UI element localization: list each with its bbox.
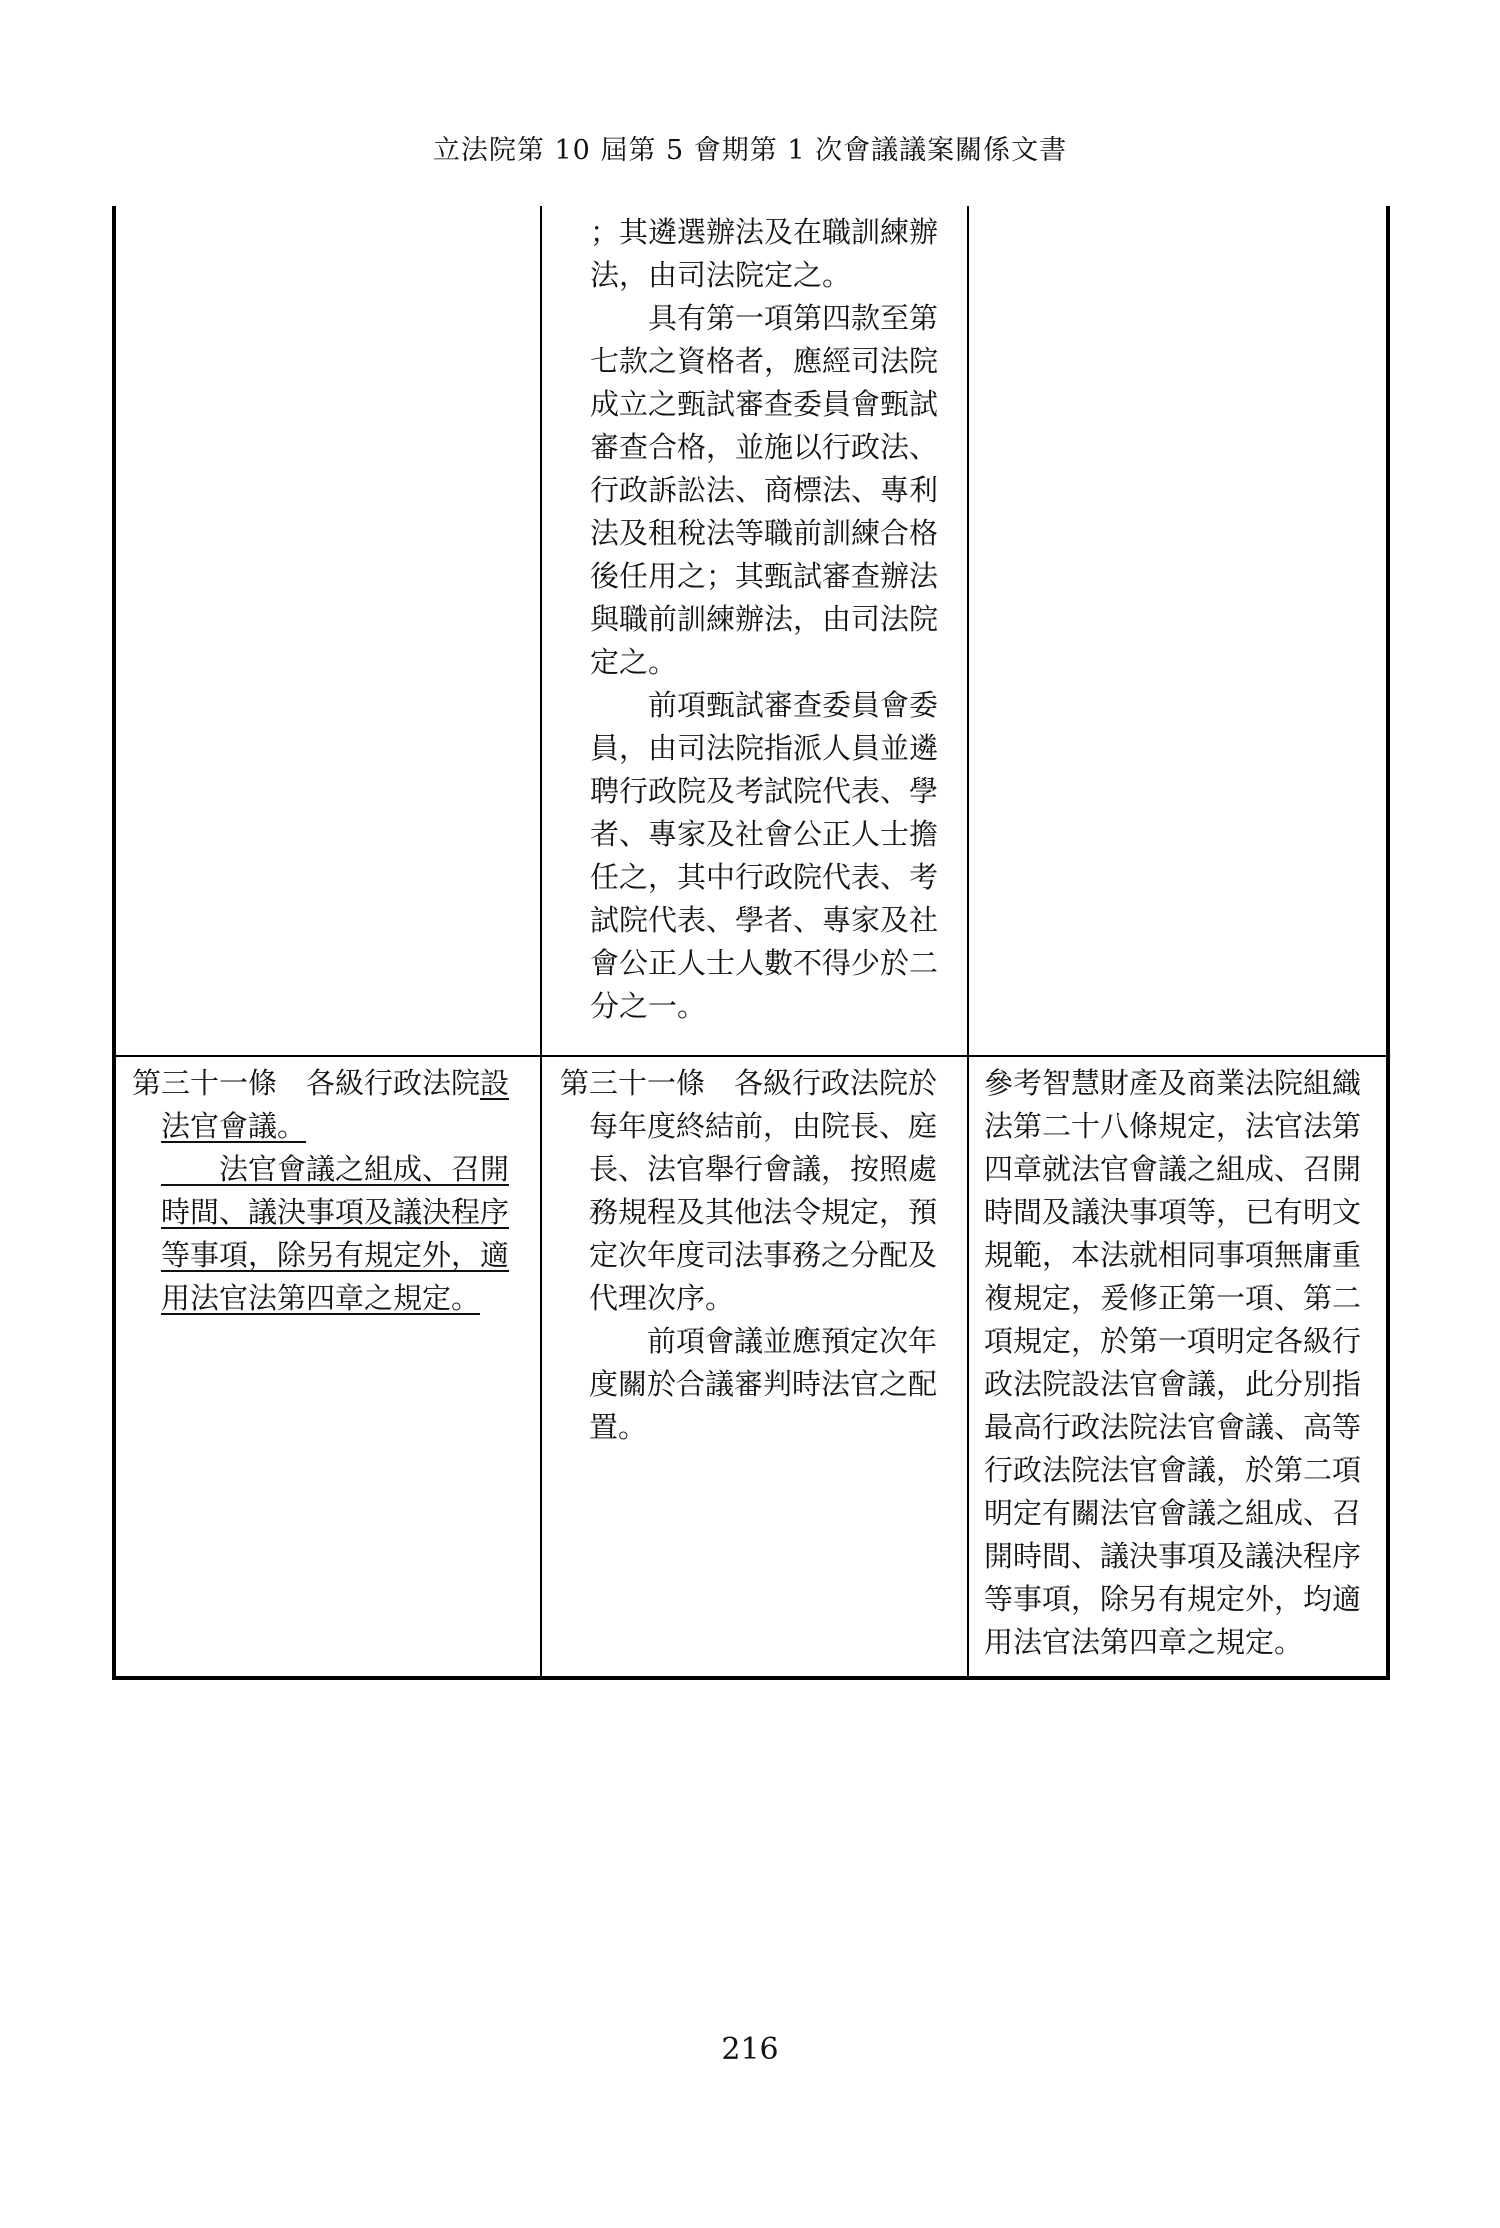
text-line: 等事項，除另有規定外，均適 [984, 1582, 1362, 1616]
page-number: 216 [721, 2032, 779, 2067]
text-line [132, 1277, 534, 1320]
text-line: 開時間、議決事項及議決程序 [984, 1539, 1362, 1573]
explanation-cell [984, 1062, 1384, 1664]
text-line: ；其遴選辦法及在職訓練辦 [590, 215, 939, 249]
text-line: 後任用之；其甄試審查辦法 [590, 559, 939, 593]
amended-text: 等事項，除另有規定外，適 [161, 1238, 510, 1272]
text-line: 具有第一項第四款至第 [590, 301, 939, 335]
text-line: 政法院設法官會議，此分別指 [984, 1367, 1362, 1401]
amended-text: 法官會議之組成、召開 [161, 1152, 510, 1186]
current-article-cell [560, 1062, 962, 1449]
text-line: 者、專家及社會公正人士擔 [590, 817, 939, 851]
amended-text: 時間、議決事項及議決程序 [161, 1195, 510, 1229]
text-line: 定次年度司法事務之分配及 [589, 1238, 938, 1272]
text-line: 法第二十八條規定，法官法第 [984, 1109, 1362, 1143]
text-line: 複規定，爰修正第一項、第二 [984, 1281, 1362, 1315]
amended-text: 法官會議。 [161, 1109, 307, 1143]
text-line: 參考智慧財產及商業法院組織 [984, 1066, 1362, 1100]
text-line: 分之一。 [590, 989, 707, 1023]
text-line: 前項會議並應預定次年 [589, 1324, 938, 1358]
text-line: 任之，其中行政院代表、考 [590, 860, 939, 894]
text-line: 長、法官舉行會議，按照處 [589, 1152, 938, 1186]
text-line: 七款之資格者，應經司法院 [590, 344, 939, 378]
text-line [132, 1148, 534, 1191]
text-line: 置。 [589, 1410, 648, 1444]
table-border-left [112, 206, 116, 1679]
text-line: 行政訴訟法、商標法、專利 [590, 473, 939, 507]
text-line: 行政法院法官會議，於第二項 [984, 1453, 1362, 1487]
text-line: 審查合格，並施以行政法、 [590, 430, 939, 464]
text-line: 明定有關法官會議之組成、召 [984, 1496, 1362, 1530]
text-line [132, 1105, 534, 1148]
continued-row-middle-cell [590, 211, 970, 1028]
column-divider-1 [540, 206, 542, 1679]
text-line: 時間及議決事項等，已有明文 [984, 1195, 1362, 1229]
text-line: 前項甄試審查委員會委 [590, 688, 939, 722]
text-line: 項規定，於第一項明定各級行 [984, 1324, 1362, 1358]
text-line: 成立之甄試審查委員會甄試 [590, 387, 939, 421]
text-line: 務規程及其他法令規定，預 [589, 1195, 938, 1229]
text-line: 規範，本法就相同事項無庸重 [984, 1238, 1362, 1272]
text-line: 聘行政院及考試院代表、學 [590, 774, 939, 808]
page-header: 立法院第 10 屆第 5 會期第 1 次會議議案關係文書 [432, 135, 1068, 166]
text-line: 試院代表、學者、專家及社 [590, 903, 939, 937]
article-heading-line [132, 1062, 534, 1105]
text-line: 度關於合議審判時法官之配 [589, 1367, 938, 1401]
text-line [132, 1191, 534, 1234]
text-line: 與職前訓練辦法，由司法院 [590, 602, 939, 636]
comparison-table [112, 206, 1390, 1679]
text-line: 用法官法第四章之規定。 [984, 1625, 1304, 1659]
article-heading: 第三十一條 各級行政法院 [132, 1066, 481, 1100]
table-border-right [1386, 206, 1390, 1679]
text-line: 員，由司法院指派人員並遴 [590, 731, 939, 765]
row-divider [112, 1055, 1390, 1057]
text-line: 最高行政法院法官會議、高等 [984, 1410, 1362, 1444]
text-line: 法及租稅法等職前訓練合格 [590, 516, 939, 550]
text-line: 每年度終結前，由院長、庭 [589, 1109, 938, 1143]
text-line: 定之。 [590, 645, 678, 679]
text-line [132, 1234, 534, 1277]
text-line: 代理次序。 [589, 1281, 735, 1315]
amended-text: 設 [480, 1066, 510, 1100]
text-line: 四章就法官會議之組成、召開 [984, 1152, 1362, 1186]
text-line: 會公正人士人數不得少於二 [590, 946, 939, 980]
amended-text: 用法官法第四章之規定。 [161, 1281, 481, 1315]
table-border-bottom [112, 1676, 1390, 1680]
text-line: 法，由司法院定之。 [590, 258, 852, 292]
article-heading: 第三十一條 各級行政法院於 [560, 1066, 938, 1100]
amended-article-cell [132, 1062, 534, 1320]
